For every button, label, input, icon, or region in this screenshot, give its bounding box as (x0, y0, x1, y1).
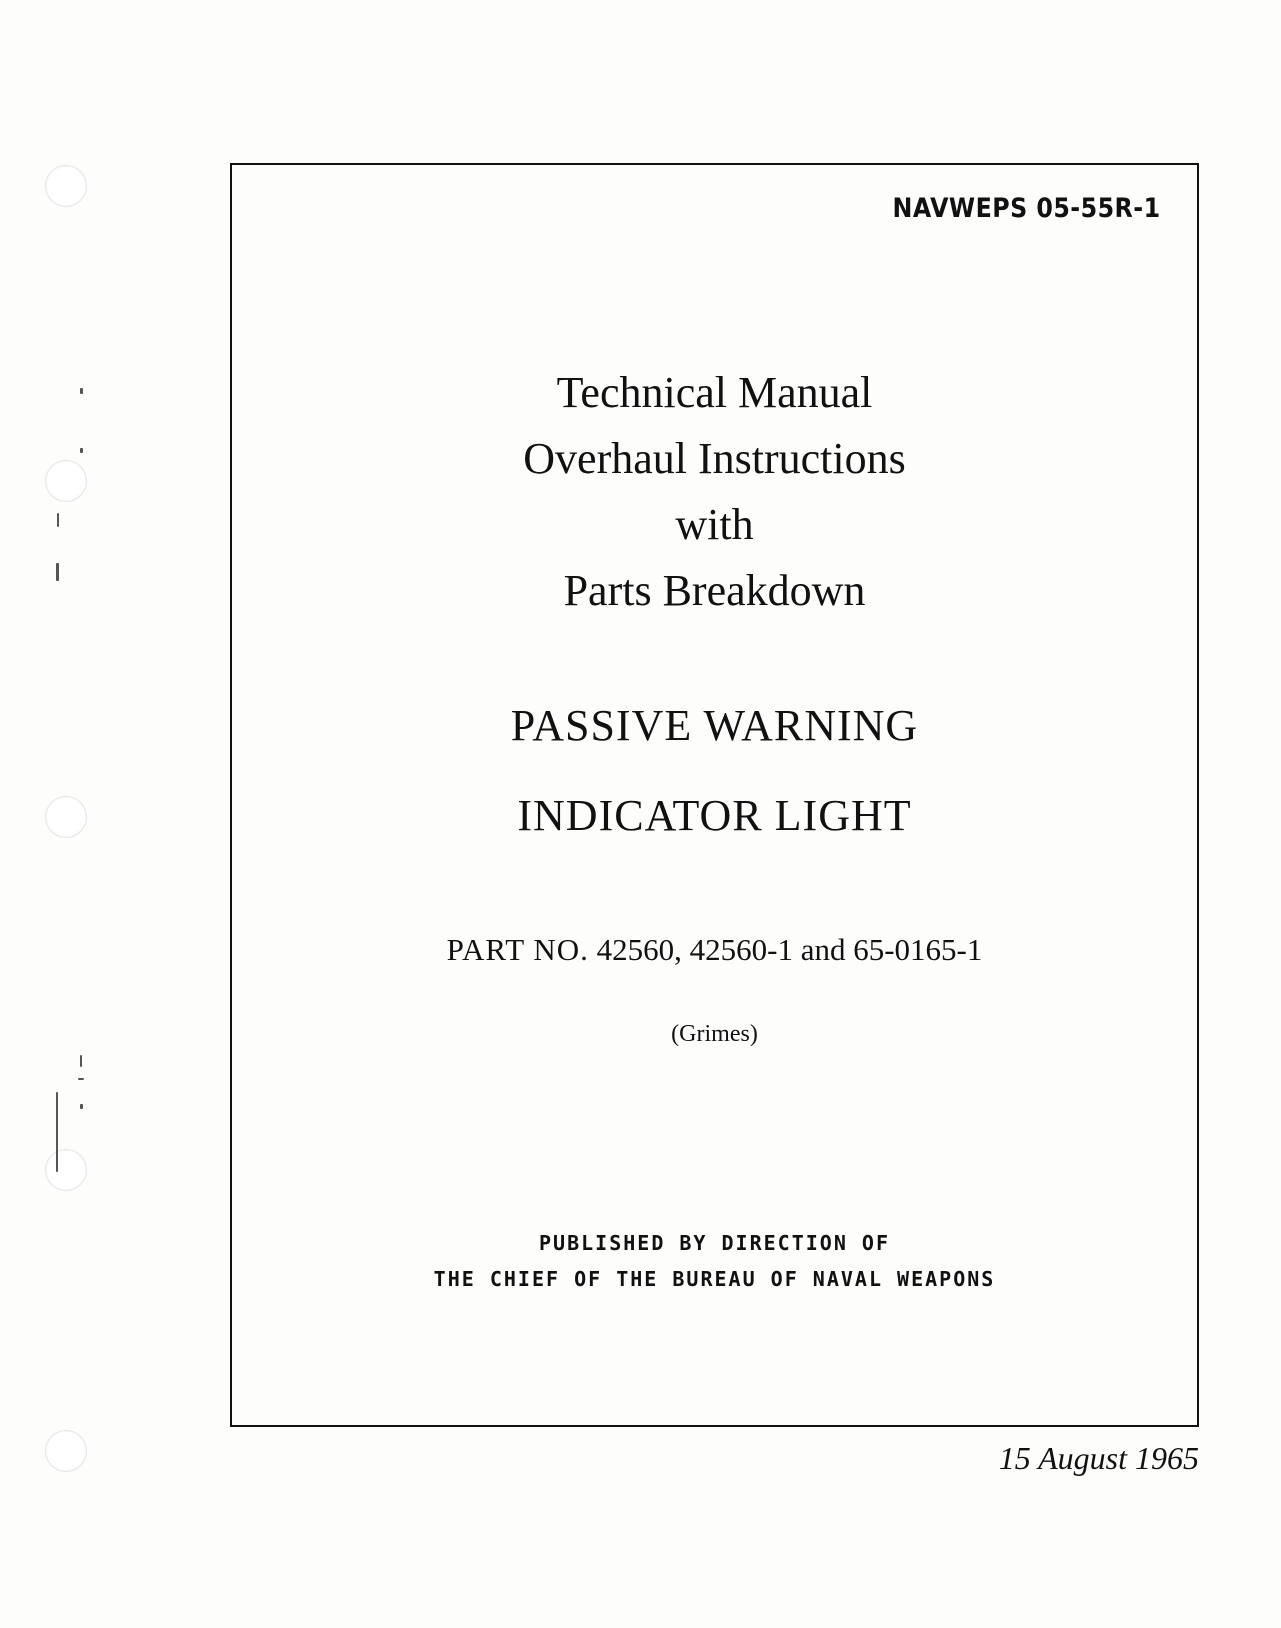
scan-speck (80, 1055, 82, 1067)
scan-speck (78, 1078, 84, 1080)
title-line-2: Overhaul Instructions (523, 434, 906, 483)
binder-hole (45, 1149, 87, 1191)
publisher-line-2: THE CHIEF OF THE BUREAU OF NAVAL WEAPONS (433, 1267, 996, 1291)
cover-frame (230, 163, 1199, 1427)
scan-speck (56, 1092, 58, 1172)
part-number-value: 42560, 42560-1 and 65-0165-1 (596, 932, 983, 967)
publication-date: 15 August 1965 (998, 1440, 1199, 1476)
publisher-line-1: PUBLISHED BY DIRECTION OF (538, 1231, 891, 1255)
part-number-line (232, 934, 1197, 966)
document-number: NAVWEPS 05-55R-1 (892, 193, 1161, 224)
title-line-3: with (675, 500, 754, 549)
binder-hole (45, 1430, 87, 1472)
part-number-label: PART NO. (446, 932, 589, 967)
binder-hole (45, 165, 87, 207)
title-line-1: Technical Manual (556, 368, 873, 417)
title-line-4: Parts Breakdown (563, 566, 866, 615)
product-name-line-1: PASSIVE WARNING (510, 701, 919, 750)
scan-speck (80, 448, 83, 453)
scan-speck (57, 513, 59, 527)
binder-hole (45, 796, 87, 838)
scan-speck (80, 1104, 83, 1109)
binder-hole (45, 460, 87, 502)
manufacturer: (Grimes) (671, 1021, 758, 1047)
scan-speck (80, 388, 83, 394)
scan-speck (56, 563, 59, 581)
product-name-line-2: INDICATOR LIGHT (517, 791, 912, 840)
